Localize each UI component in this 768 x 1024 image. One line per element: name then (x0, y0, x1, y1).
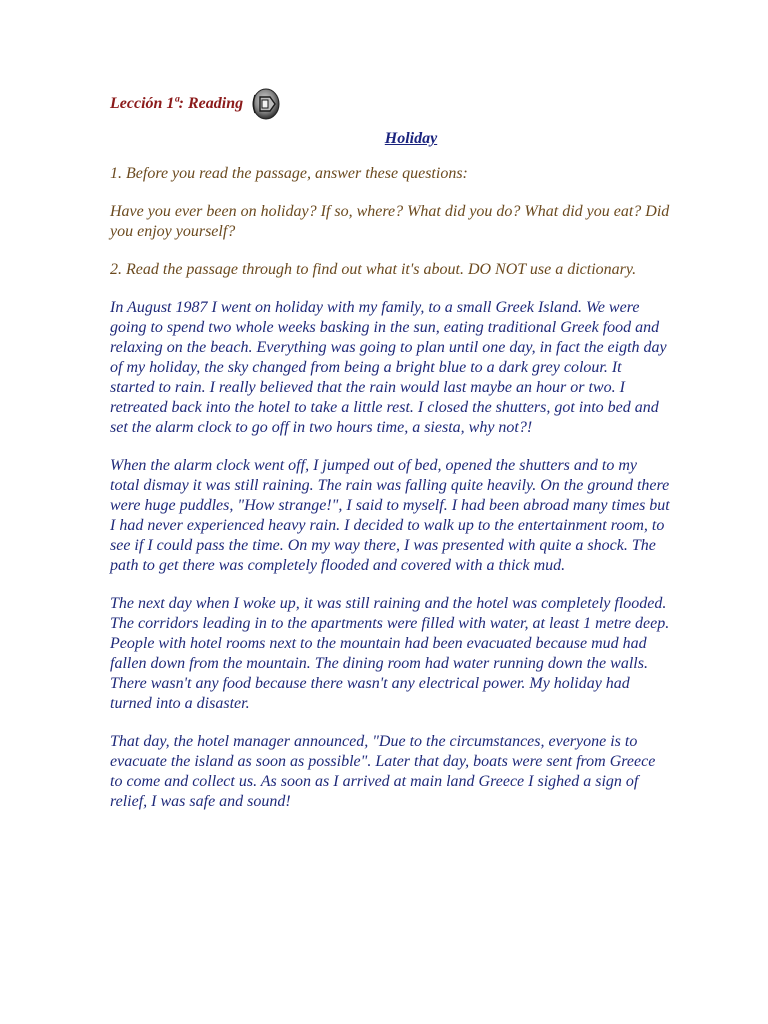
speaker-icon[interactable] (251, 87, 281, 121)
lesson-title: Lección 1ª: Reading (110, 95, 244, 112)
document-page (110, 86, 670, 812)
page-title[interactable]: Holiday (384, 130, 438, 147)
question-step-1: 1. Before you read the passage, answer these questions: (110, 165, 468, 182)
passage-paragraph-4: That day, the hotel manager announced, "Due to the circumstances, everyone is to evacuate the island as soon as possible". Later that day, boats were sent from Greece to come and collect us. As soon as I arrived at main land Greece I sighed a sign of relief, I was safe and sound! (110, 733, 656, 810)
passage-paragraph-1: In August 1987 I went on holiday with my family, to a small Greek Island. We were going to spend two whole weeks basking in the sun, eating traditional Greek food and relaxing on the beach. Everything was going to plan until one day, in fact the eigth day of my holiday, the sky changed from being a bright blue to a dark grey colour. It started to rain. I really believed that the rain would last maybe an hour or two. I retreated back into the hotel to take a little rest. I closed the shutters, got into bed and set the alarm clock to go off in two hours time, a siesta, why not?! (110, 299, 667, 436)
lesson-header (110, 86, 670, 122)
passage-paragraph-3: The next day when I woke up, it was still raining and the hotel was completely flooded. The corridors leading in to the apartments were filled with water, at least 1 metre deep. People with hotel rooms next to the mountain had been evacuated because mud had fallen down from the mountain. The dining room had water running down the walls. There wasn't any food because there wasn't any electrical power. My holiday had turned into a disaster. (110, 595, 670, 712)
passage-paragraph-2: When the alarm clock went off, I jumped out of bed, opened the shutters and to my total dismay it was still raining. The rain was falling quite heavily. On the ground there were huge puddles, "How strange!", I said to myself. I had been abroad many times but I had never experienced heavy rain. I decided to walk up to the entertainment room, to see if I could pass the time. On my way there, I was presented with quite a shock. The path to get there was completely flooded and covered with a thick mud. (110, 457, 670, 574)
question-prompt: Have you ever been on holiday? If so, where? What did you do? What did you eat? Did you enjoy yourself? (110, 203, 670, 240)
question-step-2: 2. Read the passage through to find out what it's about. DO NOT use a dictionary. (110, 261, 637, 278)
